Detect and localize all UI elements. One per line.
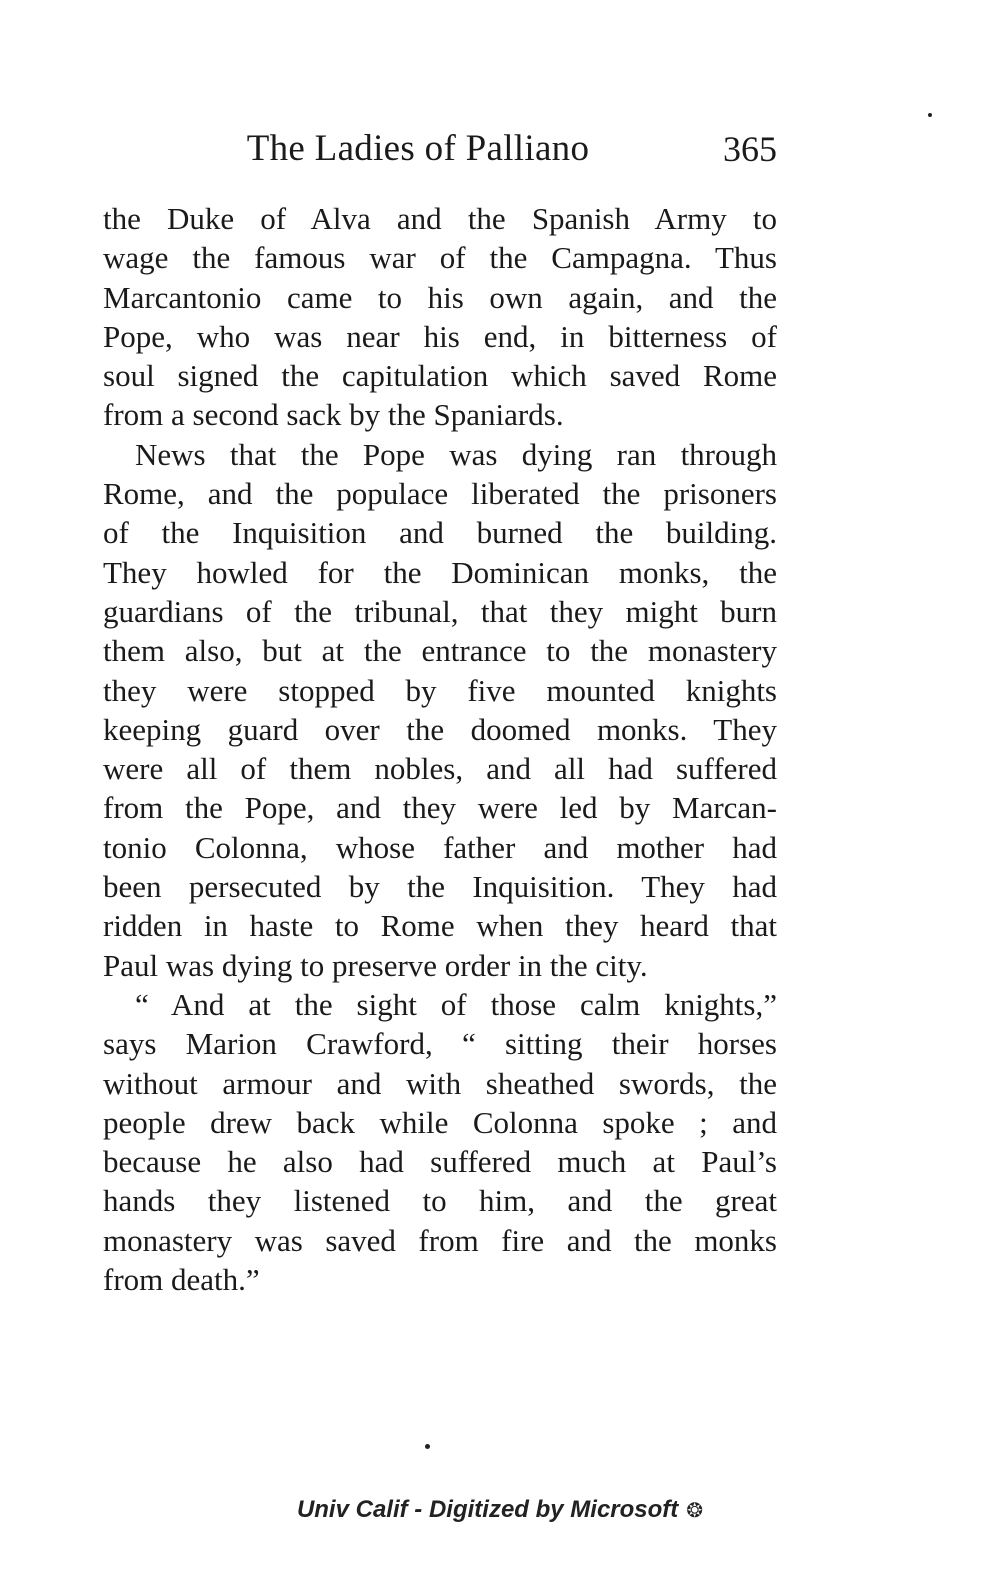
paragraph-3 (103, 985, 777, 1299)
text-line: because he also had suffered much at Paul’s (103, 1144, 777, 1180)
text-line: They howled for the Dominican monks, the (103, 554, 777, 590)
text-line: Paul was dying to preserve order in the city. (103, 947, 648, 983)
text-line: monastery was saved from fire and the monks (103, 1222, 777, 1258)
text-line: wage the famous war of the Campagna. Thus (103, 240, 777, 276)
text-line: tonio Colonna, whose father and mother had (103, 829, 777, 865)
watermark-text: Univ Calif - Digitized by Microsoft (296, 1496, 679, 1523)
text-line: them also, but at the entrance to the monastery (103, 633, 777, 669)
text-line: without armour and with sheathed swords, the (103, 1065, 777, 1101)
microsoft-logo-icon: ❂ (686, 1500, 704, 1522)
body-text (103, 199, 777, 1299)
text-line: the Duke of Alva and the Spanish Army to (103, 201, 777, 236)
text-line: been persecuted by the Inquisition. They had (103, 869, 777, 905)
running-head (103, 124, 777, 174)
running-title: The Ladies of Palliano (246, 128, 590, 169)
scan-speck-top (928, 113, 932, 117)
text-line: “ And at the sight of those calm knights,” (135, 986, 777, 1022)
paragraph-1 (103, 199, 777, 435)
text-line: guardians of the tribunal, that they might burn (103, 593, 777, 629)
text-line: ridden in haste to Rome when they heard that (103, 908, 777, 944)
text-line: Rome, and the populace liberated the prisoners (103, 476, 777, 512)
text-line: they were stopped by five mounted knights (103, 672, 777, 708)
text-line: News that the Pope was dying ran through (135, 436, 777, 472)
text-line: Pope, who was near his end, in bitterness of (103, 318, 777, 354)
paragraph-2 (103, 435, 777, 985)
digitization-watermark (0, 1495, 1000, 1526)
text-line: were all of them nobles, and all had suffered (103, 751, 777, 787)
text-line: soul signed the capitulation which saved Rome (103, 358, 777, 394)
text-line: Marcantonio came to his own again, and the (103, 279, 777, 315)
text-line: says Marion Crawford, “ sitting their horses (103, 1026, 777, 1062)
text-line: hands they listened to him, and the great (103, 1183, 777, 1219)
text-line: people drew back while Colonna spoke ; and (103, 1104, 777, 1140)
text-line: from a second sack by the Spaniards. (103, 397, 564, 433)
page-number: 365 (723, 129, 777, 169)
text-line: from death.” (103, 1262, 260, 1298)
text-line: from the Pope, and they were led by Marcan- (103, 790, 777, 826)
text-line: keeping guard over the doomed monks. They (103, 711, 777, 747)
scan-speck-bottom (425, 1444, 430, 1449)
text-line: of the Inquisition and burned the building. (103, 515, 777, 551)
